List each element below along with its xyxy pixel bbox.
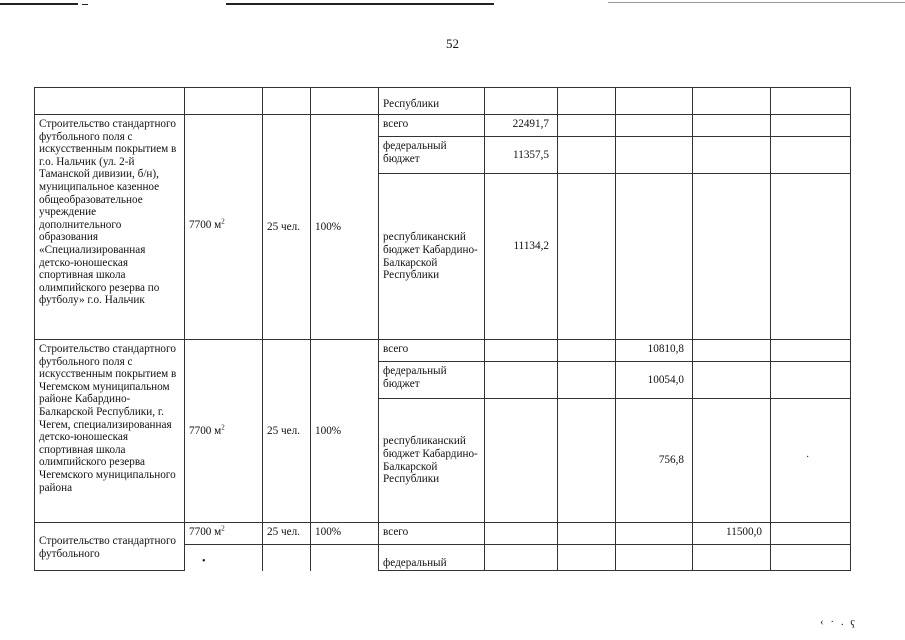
funding-source-cell: республиканский бюджет Кабардино-Балкарской Республики [379, 399, 485, 523]
amount-cell [558, 399, 616, 523]
scan-artifact-line [82, 4, 88, 5]
readiness-cell: 100% [311, 340, 379, 523]
amount-cell [616, 523, 693, 545]
object-name-cell: Строительство стандартного футбольного поля с искусственным покрытием в г.о. Нальчик (ул. 2-й Таманской дивизии, б/н), муниципальное казенное общеобразовательное учреждение дополнительного образования «Специализированная детско-юношеская спортивная школа олимпийского резерва по футболу» г.о. Нальчик [35, 115, 185, 340]
amount-cell [693, 362, 771, 399]
area-unit-superscript: 2 [221, 524, 225, 533]
area-cell [185, 340, 263, 523]
table-row [35, 88, 851, 115]
amount-cell [558, 523, 616, 545]
table-cell [771, 88, 851, 115]
amount-cell [693, 399, 771, 523]
area-cell [185, 115, 263, 340]
amount-cell [693, 115, 771, 137]
table-row [35, 340, 851, 362]
table-cell [693, 88, 771, 115]
funding-source-cell: федеральный бюджет [379, 362, 485, 399]
investment-objects-table [34, 87, 851, 571]
table-cell [558, 88, 616, 115]
capacity-cell: 25 чел. [263, 523, 311, 545]
readiness-cell: 100% [311, 523, 379, 545]
amount-cell [485, 399, 558, 523]
amount-cell [771, 115, 851, 137]
amount-cell [558, 362, 616, 399]
amount-cell [771, 545, 851, 571]
funding-source-cell: федеральный бюджет [379, 137, 485, 174]
amount-cell [693, 137, 771, 174]
table-cell [185, 545, 263, 571]
amount-cell [693, 340, 771, 362]
amount-cell [693, 545, 771, 571]
amount-cell [485, 523, 558, 545]
amount-cell [558, 115, 616, 137]
funding-source-cell: Республики [379, 88, 485, 115]
amount-cell [771, 523, 851, 545]
amount-cell [485, 545, 558, 571]
amount-cell [771, 137, 851, 174]
readiness-cell: 100% [311, 115, 379, 340]
area-unit-superscript: 2 [221, 217, 225, 226]
table-cell [311, 545, 379, 571]
area-value: 7700 м [189, 424, 222, 437]
table-cell [616, 88, 693, 115]
amount-cell [558, 174, 616, 340]
table-row [35, 523, 851, 545]
amount-cell [771, 362, 851, 399]
funding-source-cell: республиканский бюджет Кабардино-Балкарской Республики [379, 174, 485, 340]
amount-cell [616, 174, 693, 340]
amount-cell: 756,8 [616, 399, 693, 523]
funding-source-cell: всего [379, 523, 485, 545]
table-row [35, 115, 851, 137]
amount-cell: 10810,8 [616, 340, 693, 362]
amount-cell [558, 545, 616, 571]
amount-cell: 11357,5 [485, 137, 558, 174]
amount-cell [485, 340, 558, 362]
area-unit-superscript: 2 [221, 422, 225, 431]
funding-source-cell: всего [379, 115, 485, 137]
scan-artifact-line [0, 3, 78, 5]
amount-cell [485, 362, 558, 399]
object-name-cell: Строительство стандартного футбольного поля с искусственным покрытием в Чегемском муниципальном районе Кабардино-Балкарской Республики, г. Чегем, специализированная детско-юношеская спортивная школа олимпийского резерва Чегемского муниципального района [35, 340, 185, 523]
amount-cell [558, 340, 616, 362]
capacity-cell: 25 чел. [263, 115, 311, 340]
table-cell [35, 88, 185, 115]
funding-source-cell: всего [379, 340, 485, 362]
table-cell [263, 545, 311, 571]
area-cell [185, 523, 263, 545]
amount-cell: 11134,2 [485, 174, 558, 340]
scan-artifact-line [226, 3, 494, 5]
amount-cell [558, 137, 616, 174]
amount-cell [771, 399, 851, 523]
table-cell [263, 88, 311, 115]
amount-cell [616, 115, 693, 137]
table-cell [485, 88, 558, 115]
amount-cell [771, 340, 851, 362]
scan-speck: • [202, 556, 206, 567]
table-cell [311, 88, 379, 115]
amount-cell [693, 174, 771, 340]
capacity-cell: 25 чел. [263, 340, 311, 523]
amount-cell [616, 545, 693, 571]
footer-scan-marks: ‹ · . ҁ [820, 616, 858, 628]
amount-cell: 10054,0 [616, 362, 693, 399]
area-value: 7700 м [189, 219, 222, 232]
amount-cell: 11500,0 [693, 523, 771, 545]
amount-cell: 22491,7 [485, 115, 558, 137]
area-value: 7700 м [189, 526, 222, 538]
scan-speck: · [806, 452, 810, 463]
object-name-cell: Строительство стандартного футбольного [35, 523, 185, 571]
amount-cell [616, 137, 693, 174]
scan-artifact-line [608, 2, 905, 3]
funding-source-cell: федеральный [379, 545, 485, 571]
amount-cell [771, 174, 851, 340]
page-number: 52 [446, 36, 459, 51]
table-cell [185, 88, 263, 115]
